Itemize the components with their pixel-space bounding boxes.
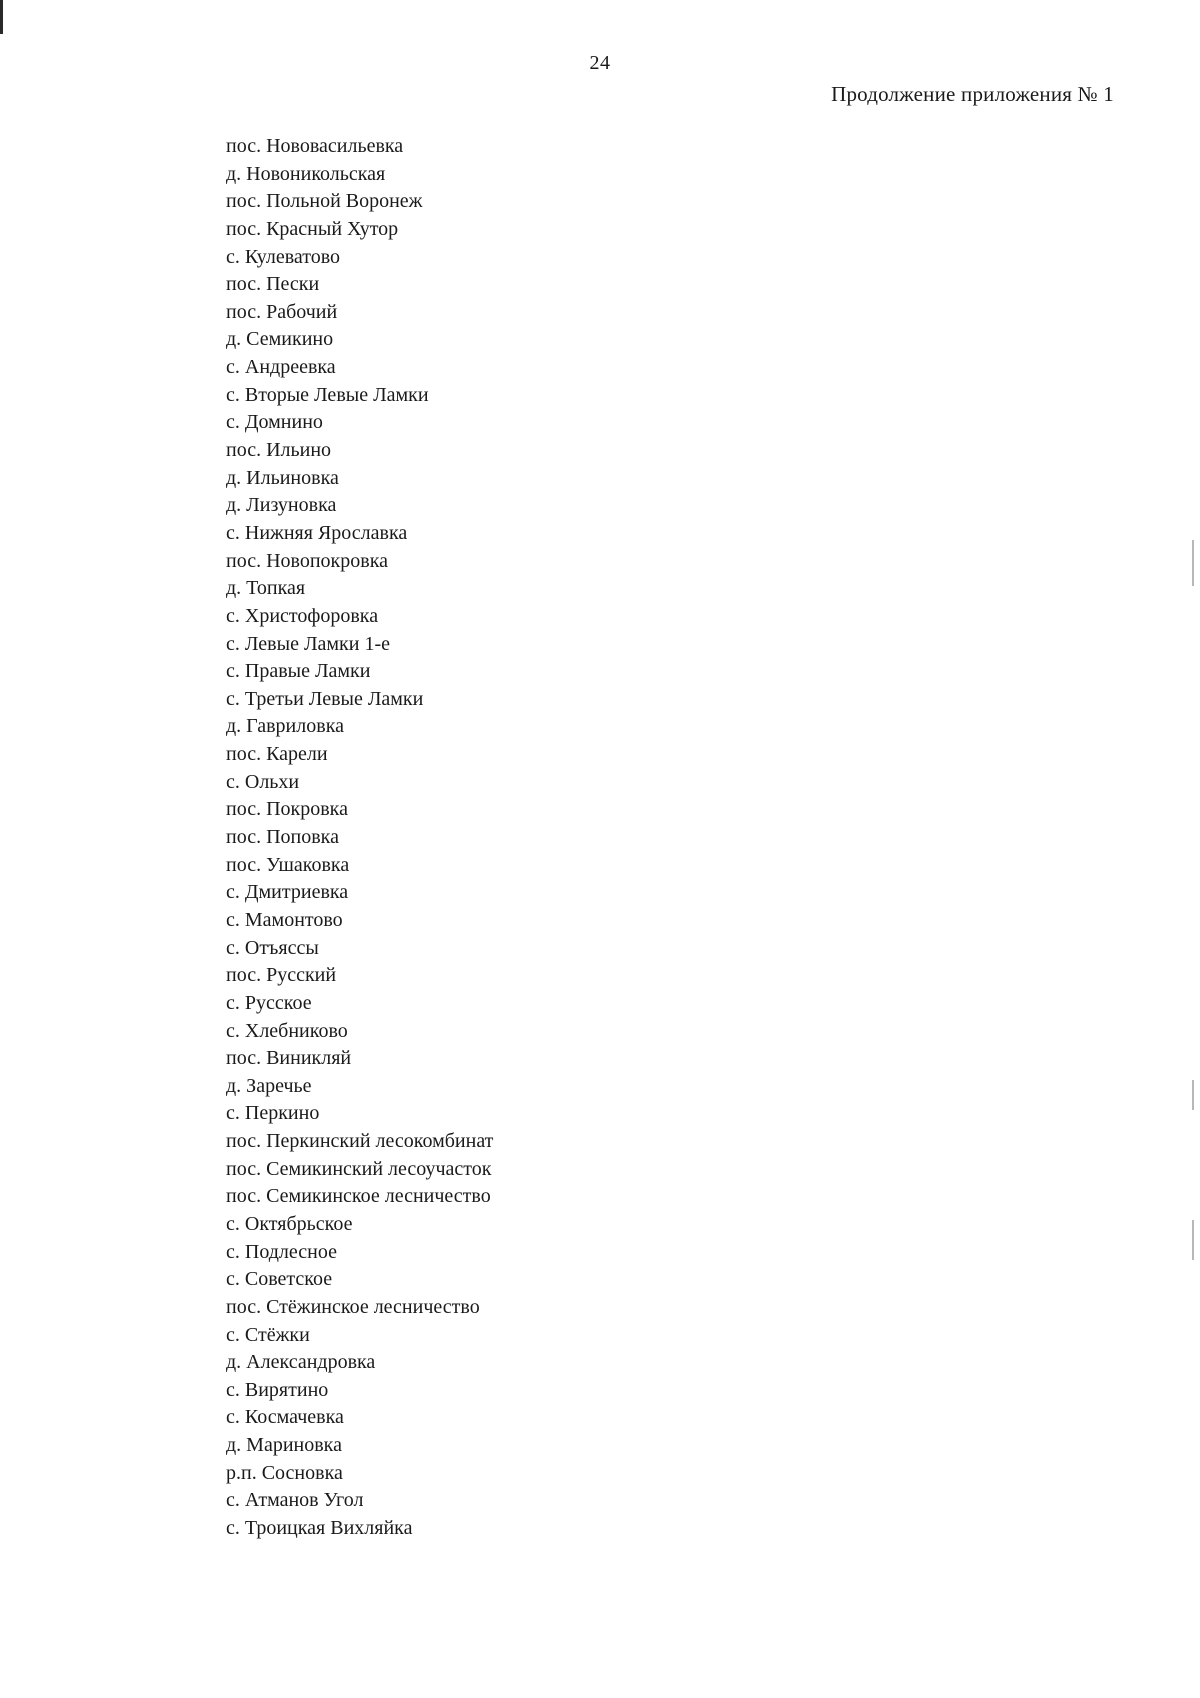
- settlement-item: с. Стёжки: [226, 1323, 310, 1346]
- settlement-item: с. Вторые Левые Ламки: [226, 383, 429, 406]
- settlement-item: д. Заречье: [226, 1074, 312, 1097]
- settlement-item: р.п. Сосновка: [226, 1461, 343, 1484]
- settlement-item: пос. Семикинское лесничество: [226, 1185, 491, 1208]
- settlement-item: с. Андреевка: [226, 356, 336, 379]
- settlement-item: д. Гавриловка: [226, 715, 344, 738]
- scan-edge-mark: [0, 0, 3, 34]
- settlement-item: с. Перкино: [226, 1102, 320, 1125]
- settlement-item: с. Ольхи: [226, 770, 300, 793]
- settlement-item: с. Христофоровка: [226, 604, 379, 627]
- settlement-item: пос. Перкинский лесокомбинат: [226, 1130, 494, 1153]
- settlement-item: пос. Нововасильевка: [226, 135, 404, 157]
- settlement-item: пос. Семикинский лесоучасток: [226, 1157, 492, 1180]
- settlement-item: пос. Поповка: [226, 826, 339, 849]
- scan-edge-mark: [1192, 1080, 1194, 1110]
- settlement-item: пос. Польной Воронеж: [226, 190, 423, 213]
- settlement-item: пос. Карели: [226, 743, 328, 766]
- settlement-item: с. Отъяссы: [226, 936, 319, 959]
- settlement-item: пос. Стёжинское лесничество: [226, 1295, 480, 1318]
- settlement-list: [226, 133, 493, 1543]
- settlement-item: с. Советское: [226, 1268, 333, 1291]
- settlement-item: пос. Русский: [226, 964, 337, 987]
- settlement-item: с. Октябрьское: [226, 1212, 353, 1235]
- settlement-item: д. Новоникольская: [226, 162, 386, 185]
- settlement-item: пос. Красный Хутор: [226, 217, 399, 240]
- settlement-item: с. Космачевка: [226, 1406, 344, 1429]
- settlement-item: д. Лизуновка: [226, 494, 337, 517]
- settlement-item: пос. Ушаковка: [226, 853, 350, 876]
- settlement-item: с. Атманов Угол: [226, 1489, 364, 1512]
- settlement-item: д. Александровка: [226, 1351, 376, 1374]
- settlement-item: с. Нижняя Ярославка: [226, 521, 408, 544]
- settlement-item: пос. Пески: [226, 273, 320, 296]
- page-number: 24: [589, 52, 611, 74]
- settlement-item: д. Семикино: [226, 328, 334, 351]
- settlement-item: с. Вирятино: [226, 1378, 329, 1401]
- settlement-item: пос. Ильино: [226, 439, 332, 462]
- settlement-item: д. Топкая: [226, 577, 306, 600]
- settlement-item: с. Домнино: [226, 411, 323, 434]
- settlement-item: пос. Покровка: [226, 798, 348, 821]
- scan-edge-mark: [1192, 540, 1194, 586]
- settlement-item: д. Мариновка: [226, 1434, 342, 1457]
- settlement-item: с. Хлебниково: [226, 1019, 348, 1042]
- settlement-item: с. Правые Ламки: [226, 660, 371, 683]
- settlement-item: с. Дмитриевка: [226, 881, 349, 904]
- settlement-item: с. Троицкая Вихляйка: [226, 1517, 413, 1540]
- settlement-item: с. Мамонтово: [226, 908, 343, 931]
- settlement-item: с. Подлесное: [226, 1240, 337, 1263]
- settlement-item: д. Ильиновка: [226, 466, 339, 489]
- settlement-item: с. Кулеватово: [226, 245, 341, 268]
- settlement-item: пос. Виникляй: [226, 1047, 352, 1070]
- scan-edge-mark: [1192, 1220, 1194, 1260]
- settlement-item: пос. Рабочий: [226, 300, 338, 323]
- settlement-item: с. Русское: [226, 991, 312, 1014]
- settlement-item: с. Левые Ламки 1-е: [226, 632, 390, 655]
- settlement-item: пос. Новопокровка: [226, 549, 388, 572]
- appendix-continuation-label: Продолжение приложения № 1: [831, 82, 1114, 106]
- settlement-item: с. Третьи Левые Ламки: [226, 687, 424, 710]
